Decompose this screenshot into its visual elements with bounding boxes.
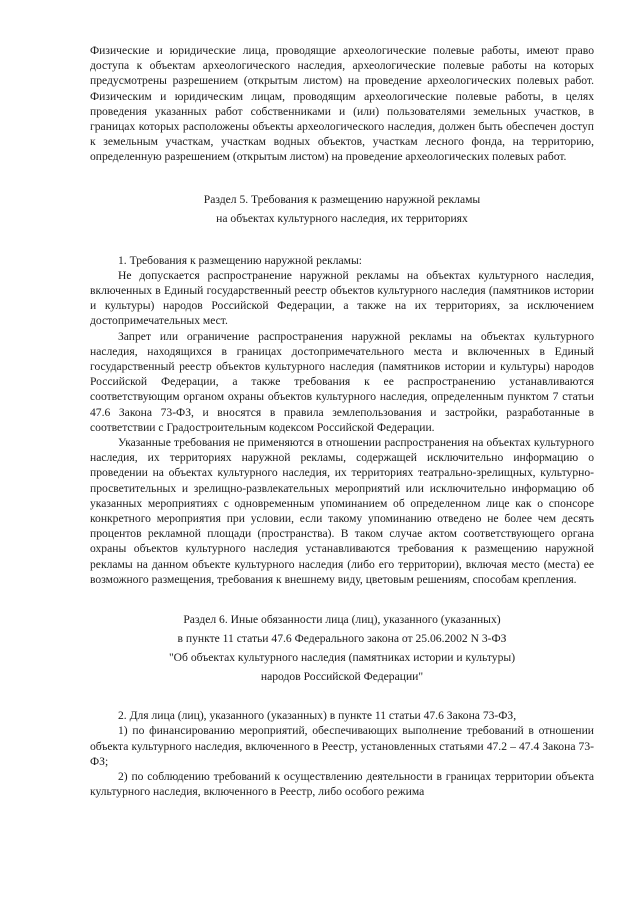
section-6-body — [90, 708, 594, 799]
section-5-paragraph-1: Не допускается распространение наружной рекламы на объектах культурного наследия, включенных в Единый государственный реестр объектов культурного наследия (памятников истории и культуры) народов Российской Федерации, а также на их территориях, за исключением достопримечательных мест. — [90, 268, 594, 328]
section-5-heading-line-1: Раздел 5. Требования к размещению наружной рекламы — [203, 192, 481, 206]
section-5-item-1: 1. Требования к размещению наружной рекламы: — [118, 253, 363, 267]
section-6-item-2: 2. Для лица (лиц), указанного (указанных) в пункте 11 статьи 47.6 Закона 73-ФЗ, — [118, 709, 517, 723]
section-6-heading — [90, 610, 594, 686]
intro-paragraph: Физические и юридические лица, проводящие археологические полевые работы, имеют право доступа к объектам археологического наследия, археологические полевые работы на которых предусмотрены разрешением (открытым листом) на проведение археологических полевых работ. Физическим и юридическим лицам, проводящим археологические полевые работы, в целях проведения указанных работ собственниками и (или) пользователями земельных участков, в границах которых расположены объекты археологического наследия, должен быть обеспечен доступ к земельным участкам, участкам водных объектов, участкам лесного фонда, на территорию, определенную разрешением (открытым листом) на проведение археологических полевых работ. — [90, 44, 594, 164]
section-5-body — [90, 253, 594, 587]
section-6-subitem-2: 2) по соблюдению требований к осуществлению деятельности в границах территории объекта культурного наследия, включенного в Реестр, либо особого режима — [90, 769, 594, 799]
section-6-subitem-1: 1) по финансированию мероприятий, обеспечивающих выполнение требований в отношении объекта культурного наследия, включенного в Реестр, установленных статьями 47.2 – 47.4 Закона 73-ФЗ; — [90, 724, 594, 768]
section-5-heading — [90, 190, 594, 228]
section-6-heading-line-2: в пункте 11 статьи 47.6 Федерального закона от 25.06.2002 N 3-ФЗ — [177, 632, 507, 646]
section-6-heading-line-4: народов Российской Федерации" — [260, 670, 424, 684]
section-5-heading-line-2: на объектах культурного наследия, их территориях — [216, 211, 468, 225]
section-6-heading-line-1: Раздел 6. Иные обязанности лица (лиц), указанного (указанных) — [183, 613, 501, 627]
section-5-paragraph-3: Указанные требования не применяются в отношении распространения на объектах культурного наследия, их территориях наружной рекламы, содержащей исключительно информацию о проведении на объектах культурного наследия, их территориях театрально-зрелищных, культурно-просветительных и зрелищно-развлекательных мероприятий или исключительно информацию об указанных мероприятиях с одновременным упоминанием об определенном лице как о спонсоре конкретного мероприятия при условии, если такому упоминанию отведено не более чем десять процентов рекламной площади (пространства). В таком случае актом соответствующего органа охраны объектов культурного наследия устанавливаются требования к размещению наружной рекламы на данном объекте культурного наследия (либо его территории), включая место (места) ее возможного размещения, требования к внешнему виду, цветовым решениям, способам крепления. — [90, 436, 594, 586]
section-6-heading-line-3: "Об объектах культурного наследия (памятниках истории и культуры) — [168, 651, 516, 665]
section-5-paragraph-2: Запрет или ограничение распространения наружной рекламы на объектах культурного наследия, находящихся в границах достопримечательного места и включенных в Единый государственный реестр объектов культурного наследия (памятников истории и культуры) народов Российской Федерации, а также требования к ее распространению устанавливаются соответствующим органом охраны объектов культурного наследия, определенным пунктом 7 статьи 47.6 Закона 73-ФЗ, и вносятся в правила землепользования и застройки, разработанные в соответствии с Градостроительным кодексом Российской Федерации. — [90, 329, 594, 434]
